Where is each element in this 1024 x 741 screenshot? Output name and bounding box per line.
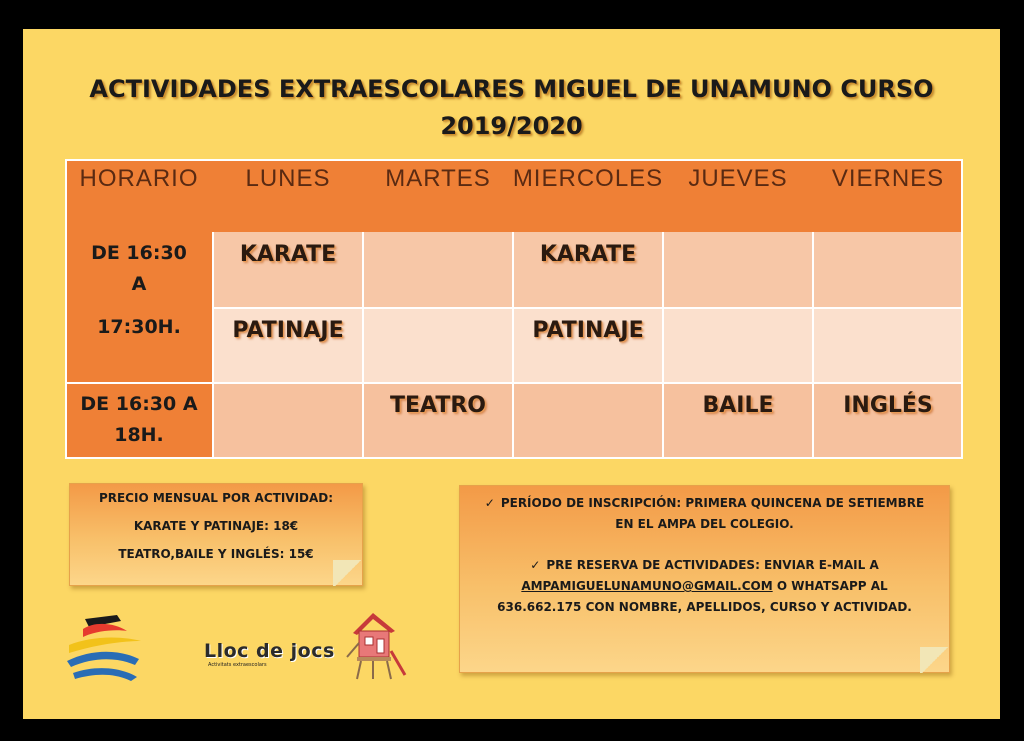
pre-reservation	[470, 555, 939, 618]
price-karate-patinaje: KARATE Y PATINAJE: 18€	[133, 519, 299, 533]
cell-lunes-row-2: PATINAJE	[213, 308, 363, 383]
price-teatro-baile-ingles: TEATRO,BAILE Y INGLÉS: 15€	[118, 547, 314, 561]
cell-miercoles-row-1: KARATE	[513, 232, 663, 308]
ampa-logo	[65, 611, 145, 683]
price-heading: PRECIO MENSUAL POR ACTIVIDAD:	[98, 491, 334, 505]
lloc-de-jocs-tagline: Activitats extraescolars	[208, 662, 267, 668]
inscription-note	[459, 485, 950, 673]
grid-line	[65, 457, 963, 459]
time-cell-block-1	[65, 232, 213, 383]
cell-jueves-row-3: BAILE	[663, 383, 813, 459]
lloc-de-jocs-wordmark: Lloc de jocs	[204, 640, 335, 662]
schedule-table	[65, 159, 963, 459]
time-block-1-line-2: A	[131, 273, 147, 295]
price-note	[69, 483, 363, 586]
header-martes: MARTES	[385, 165, 491, 192]
grid-line	[512, 232, 514, 459]
page-title	[23, 71, 1000, 145]
cell-martes-row-1	[363, 232, 513, 308]
cell-miercoles-row-3	[513, 383, 663, 459]
cell-viernes-row-2	[813, 308, 963, 383]
grid-line	[65, 159, 963, 161]
header-jueves: JUEVES	[688, 165, 788, 192]
time-cell-block-2	[65, 383, 213, 459]
grid-line	[961, 159, 963, 459]
cell-lunes-row-3	[213, 383, 363, 459]
cell-jueves-row-1	[663, 232, 813, 308]
cell-jueves-row-2	[663, 308, 813, 383]
grid-line	[812, 232, 814, 459]
inscription-period	[470, 493, 939, 535]
pre-reservation-line-3: 636.662.175 CON NOMBRE, APELLIDOS, CURSO Y ACTIVIDAD.	[497, 600, 912, 614]
pre-reservation-line-1: PRE RESERVA DE ACTIVIDADES: ENVIAR E-MAIL A	[546, 558, 879, 572]
poster	[23, 29, 1000, 719]
grid-line	[213, 307, 963, 309]
time-block-2-line-2: 18H.	[114, 424, 164, 446]
cell-miercoles-row-2: PATINAJE	[513, 308, 663, 383]
cell-martes-row-2	[363, 308, 513, 383]
grid-line	[65, 159, 67, 459]
email-link[interactable]: AMPAMIGUELUNAMUNO@GMAIL.COM	[521, 579, 773, 593]
page-curl	[333, 560, 363, 586]
header-lunes: LUNES	[245, 165, 331, 192]
check-icon: ✓	[530, 558, 541, 572]
grid-line	[65, 382, 963, 384]
time-block-1-line-1: DE 16:30	[91, 242, 187, 264]
title-line-1: ACTIVIDADES EXTRAESCOLARES MIGUEL DE UNAMUNO CURSO	[89, 75, 934, 103]
pre-reservation-line-2: O WHATSAPP AL	[772, 579, 888, 593]
cell-lunes-row-1: KARATE	[213, 232, 363, 308]
header-viernes: VIERNES	[831, 165, 945, 192]
cell-viernes-row-1	[813, 232, 963, 308]
lloc-de-jocs-logo	[204, 640, 338, 680]
inscription-period-line-2: EN EL AMPA DEL COLEGIO.	[615, 517, 794, 531]
page-curl	[920, 647, 950, 673]
cell-viernes-row-3: INGLÉS	[813, 383, 963, 459]
grid-line	[212, 232, 214, 459]
header-miercoles: MIERCOLES	[512, 165, 664, 192]
time-block-1-line-3: 17:30H.	[97, 316, 181, 338]
time-block-2-line-1: DE 16:30 A	[80, 393, 198, 415]
cell-martes-row-3: TEATRO	[363, 383, 513, 459]
check-icon: ✓	[484, 496, 495, 510]
inscription-period-line-1: PERÍODO DE INSCRIPCIÓN: PRIMERA QUINCENA DE SETIEMBRE	[500, 496, 925, 510]
grid-line	[662, 232, 664, 459]
grid-line	[362, 232, 364, 459]
playhouse-icon	[343, 607, 409, 681]
title-line-2: 2019/2020	[440, 112, 583, 140]
header-horario: HORARIO	[79, 165, 199, 192]
